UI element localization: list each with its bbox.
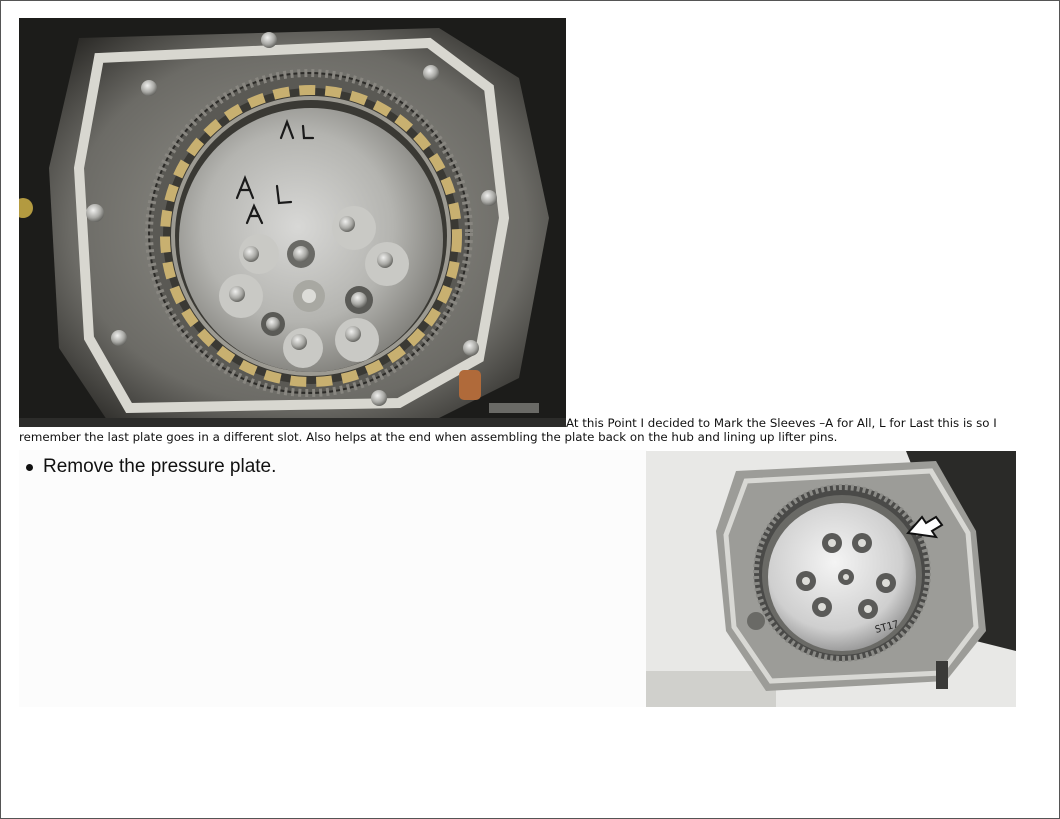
step-text: Remove the pressure plate.	[43, 456, 277, 477]
manual-photo	[646, 451, 1016, 707]
step-bullet	[22, 454, 276, 480]
manual-step-block	[19, 450, 647, 707]
manual-photo-label: ST17	[873, 619, 901, 636]
bullet-dot-icon	[26, 464, 33, 471]
photo-caption	[19, 416, 1039, 444]
caption-text: At this Point I decided to Mark the Sleeves –A for All, L for Last this is so I remember the last plate goes in a different slot. Also helps at the end when assembling the plate back on the hub and lining up lifter pins.	[19, 416, 997, 444]
clutch-photo	[19, 18, 566, 427]
